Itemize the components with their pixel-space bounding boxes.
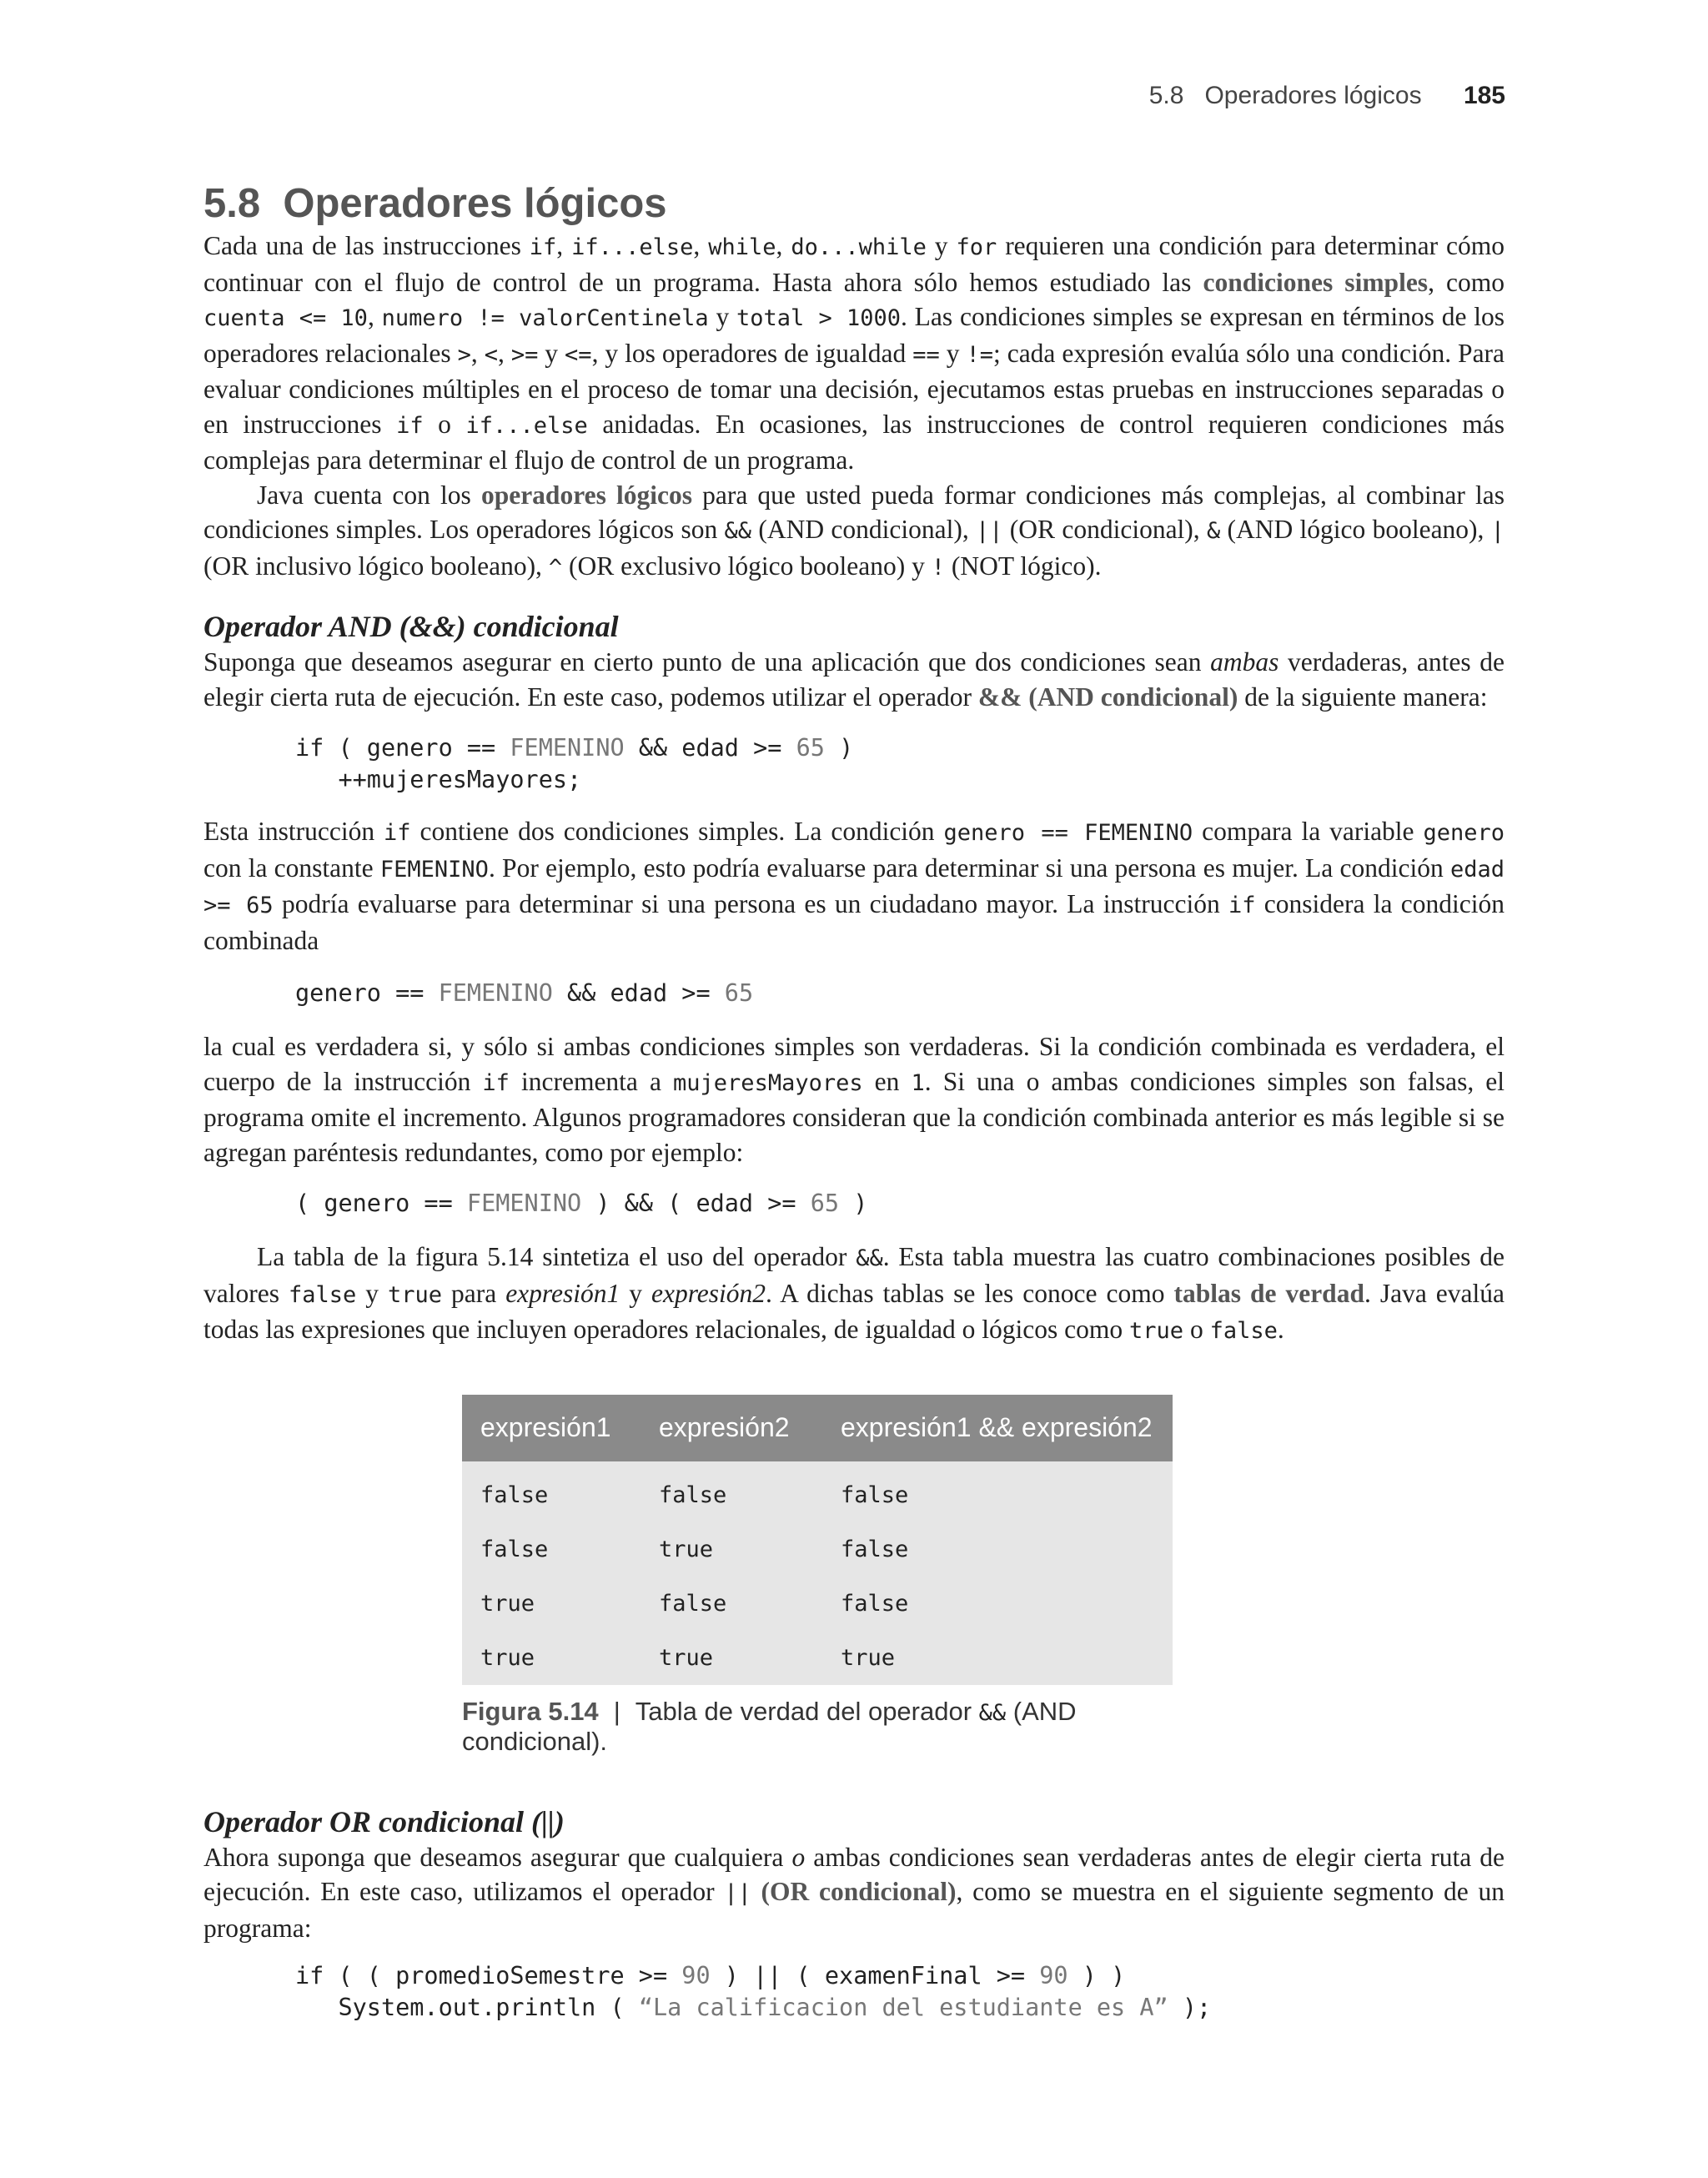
page-number: 185 (1463, 82, 1505, 109)
table-cell: true (480, 1644, 535, 1671)
term-operadores-logicos: operadores lógicos (480, 480, 692, 510)
and-subheading: Operador AND (&&) condicional (203, 610, 619, 643)
code-line: System.out.println ( “La calificacion del estudiante es A” ); (295, 1994, 1212, 2021)
table-row (462, 1631, 1173, 1685)
intro-paragraph-1: Cada una de las instrucciones if, if...else, while, do...while y for requieren una condición para determinar cómo continuar con el flujo de control de un programa. Hasta ahora sólo hemos estudiado las condiciones simples, como cuenta <= 10, numero != valorCentinela y total > 1000. Las condiciones simples se expresan en términos de los operadores relacionales >, <, >= y <=, y los operadores de igualdad == y !=; cada expresión evalúa sólo una condición. Para evaluar condiciones múltiples en el proceso de tomar una decisión, ejecutamos estas pruebas en instrucciones separadas o en instrucciones if o if...else anidadas. En ocasiones, las instrucciones de control requieren condiciones más complejas para determinar el flujo de control de un programa. (203, 231, 1505, 475)
table-cell: false (841, 1481, 909, 1508)
term-or-condicional: (OR condicional) (751, 1877, 957, 1906)
code-combined-condition: genero == FEMENINO && edad >= 65 (295, 979, 754, 1007)
table-header-row (462, 1395, 1173, 1461)
and-paragraph-4: La tabla de la figura 5.14 sintetiza el uso del operador &&. Esta tabla muestra las cuatro combinaciones posibles de valores false y true para expresión1 y expresión2. A dichas tablas se les conoce como tablas de verdad. Java evalúa todas las expresiones que incluyen operadores relacionales, de igualdad o lógicos como true o false. (203, 1242, 1505, 1344)
and-paragraph-1: Suponga que deseamos asegurar en cierto punto de una aplicación que dos condiciones sean ambas verdaderas, antes de elegir cierta ruta de ejecución. En este caso, podemos utilizar el operador && (AND condicional) de la siguiente manera: (203, 647, 1505, 712)
figure-5-14 (462, 1395, 1173, 1757)
code-block-and (295, 732, 1505, 796)
truth-table (462, 1395, 1173, 1685)
or-paragraph-1: Ahora suponga que deseamos asegurar que cualquiera o ambas condiciones sean verdaderas antes de elegir cierta ruta de ejecución. En este caso, utilizamos el operador || (OR condicional), como se muestra en el siguiente segmento de un programa: (203, 1842, 1505, 1943)
table-cell: false (841, 1590, 909, 1617)
running-head (1149, 82, 1505, 110)
table-row (462, 1522, 1173, 1577)
section-heading: 5.8 Operadores lógicos (203, 181, 667, 226)
table-cell: false (841, 1536, 909, 1562)
code-line: if ( ( promedioSemestre >= 90 ) || ( examenFinal >= 90 ) ) (295, 1962, 1126, 1989)
table-cell: true (659, 1644, 714, 1671)
table-cell: false (480, 1536, 549, 1562)
table-row (462, 1461, 1173, 1522)
table-cell: false (659, 1481, 727, 1508)
table-cell: true (659, 1536, 714, 1562)
code-line: if ( genero == FEMENINO && edad >= 65 ) (295, 734, 854, 762)
table-cell: true (841, 1644, 896, 1671)
column-header: expresión1 && expresión2 (822, 1395, 1173, 1461)
table-cell: false (480, 1481, 549, 1508)
column-header: expresión1 (462, 1395, 640, 1461)
running-head-title: Operadores lógicos (1204, 82, 1422, 109)
code-parenthesized-condition: ( genero == FEMENINO ) && ( edad >= 65 ) (295, 1190, 868, 1217)
column-header: expresión2 (640, 1395, 822, 1461)
intro-paragraph-2: Java cuenta con los operadores lógicos para que usted pueda formar condiciones más complejas, al combinar las condiciones simples. Los operadores lógicos son && (AND condicional), || (OR condicional), & (AND lógico booleano), | (OR inclusivo lógico booleano), ^ (OR exclusivo lógico booleano) y ! (NOT lógico). (203, 480, 1505, 581)
page-body (203, 179, 1505, 2024)
term-and-condicional: && (AND condicional) (977, 682, 1238, 712)
term-tablas-de-verdad: tablas de verdad (1173, 1278, 1364, 1308)
table-cell: true (480, 1590, 535, 1617)
code-block-or (295, 1960, 1505, 2024)
figure-label: Figura 5.14 (462, 1696, 599, 1726)
running-head-section: 5.8 (1148, 82, 1184, 109)
table-row (462, 1577, 1173, 1631)
or-subheading: Operador OR condicional (||) (203, 1804, 565, 1838)
and-paragraph-3: la cual es verdadera si, y sólo si ambas condiciones simples son verdaderas. Si la condición combinada es verdadera, el cuerpo de la instrucción if incrementa a mujeresMayores en 1. Si una o ambas condiciones simples son falsas, el programa omite el incremento. Algunos programadores consideran que la condición combinada anterior es más legible si se agregan paréntesis redundantes, como por ejemplo: (203, 1032, 1505, 1167)
and-paragraph-2: Esta instrucción if contiene dos condiciones simples. La condición genero == FEMENINO compara la variable genero con la constante FEMENINO. Por ejemplo, esto podría evaluarse para determinar si una persona es mujer. La condición edad >= 65 podría evaluarse para determinar si una persona es un ciudadano mayor. La instrucción if considera la condición combinada (203, 817, 1505, 955)
term-condiciones-simples: condiciones simples (1203, 267, 1429, 297)
code-line: ++mujeresMayores; (295, 766, 582, 793)
figure-caption: Figura 5.14 | Tabla de verdad del operador && (AND condicional). (462, 1696, 1077, 1756)
table-cell: false (659, 1590, 727, 1617)
